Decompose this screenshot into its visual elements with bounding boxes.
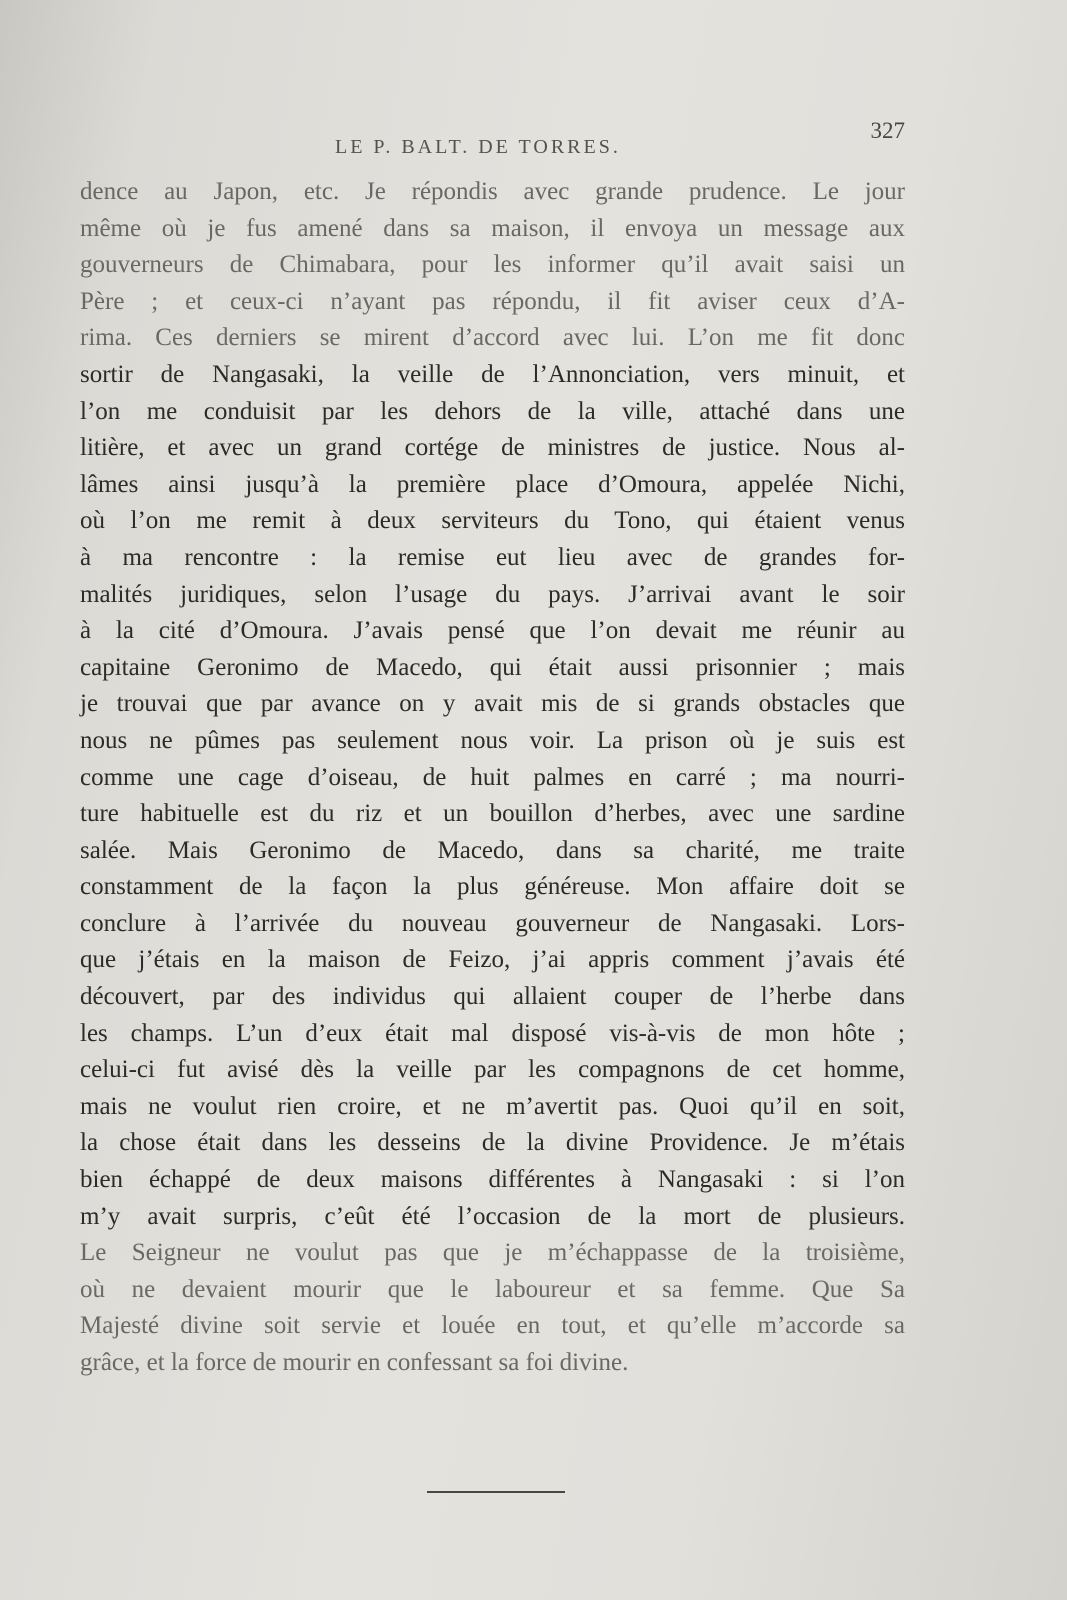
text-line: constamment de la façon la plus généreuse. Mon affaire doit se [80,873,905,901]
text-line: dence au Japon, etc. Je répondis avec grande prudence. Le jour [80,178,905,205]
text-line: malités juridiques, selon l’usage du pays. J’arrivai avant le soir [80,580,905,608]
text-line: gouverneurs de Chimabara, pour les informer qu’il avait saisi un [80,251,905,279]
text-line: Majesté divine soit servie et louée en tout, et qu’elle m’accorde sa [80,1312,905,1340]
text-line: grâce, et la force de mourir en confessant sa foi divine. [80,1349,629,1376]
text-line: salée. Mais Geronimo de Macedo, dans sa charité, me traite [80,836,905,864]
text-line: celui-ci fut avisé dès la veille par les compagnons de cet homme, [80,1056,905,1084]
text-line: nous ne pûmes pas seulement nous voir. La prison où je suis est [80,726,905,754]
text-line: comme une cage d’oiseau, de huit palmes en carré ; ma nourri- [80,763,905,791]
running-head [80,118,905,168]
text-line: capitaine Geronimo de Macedo, qui était aussi prisonnier ; mais [80,653,905,681]
running-title: LE P. BALT. DE TORRES. [335,136,621,158]
text-line: découvert, par des individus qui allaient couper de l’herbe dans [80,983,905,1011]
text-line: à ma rencontre : la remise eut lieu avec de grandes for- [80,543,905,571]
text-line: lâmes ainsi jusqu’à la première place d’Omoura, appelée Nichi, [80,470,905,498]
text-line: je trouvai que par avance on y avait mis de si grands obstacles que [80,690,905,718]
text-line: où l’on me remit à deux serviteurs du Tono, qui étaient venus [80,507,905,535]
text-line: mais ne voulut rien croire, et ne m’avertit pas. Quoi qu’il en soit, [80,1092,905,1120]
text-line: rima. Ces derniers se mirent d’accord avec lui. L’on me fit donc [80,324,905,352]
page-number: 327 [870,118,905,143]
text-line: que j’étais en la maison de Feizo, j’ai appris comment j’avais été [80,946,905,974]
section-divider [427,1491,565,1493]
text-line: ture habituelle est du riz et un bouillon d’herbes, avec une sardine [80,800,905,828]
text-line: conclure à l’arrivée du nouveau gouverneur de Nangasaki. Lors- [80,909,905,937]
text-line: litière, et avec un grand cortége de ministres de justice. Nous al- [80,434,905,462]
text-line: où ne devaient mourir que le laboureur et sa femme. Que Sa [80,1275,905,1303]
text-line: les champs. L’un d’eux était mal disposé vis-à-vis de mon hôte ; [80,1019,905,1047]
text-line: l’on me conduisit par les dehors de la ville, attaché dans une [80,397,905,425]
text-line: Le Seigneur ne voulut pas que je m’échappasse de la troisième, [80,1239,905,1267]
text-line: la chose était dans les desseins de la divine Providence. Je m’étais [80,1129,905,1157]
text-line: bien échappé de deux maisons différentes à Nangasaki : si l’on [80,1166,905,1194]
text-line: même où je fus amené dans sa maison, il envoya un message aux [80,214,905,242]
text-line: m’y avait surpris, c’eût été l’occasion de la mort de plusieurs. [80,1202,905,1230]
text-line: sortir de Nangasaki, la veille de l’Annonciation, vers minuit, et [80,360,905,388]
text-line: Père ; et ceux-ci n’ayant pas répondu, il fit aviser ceux d’A- [80,287,905,315]
text-line: à la cité d’Omoura. J’avais pensé que l’on devait me réunir au [80,617,905,645]
body-text [80,174,905,1382]
